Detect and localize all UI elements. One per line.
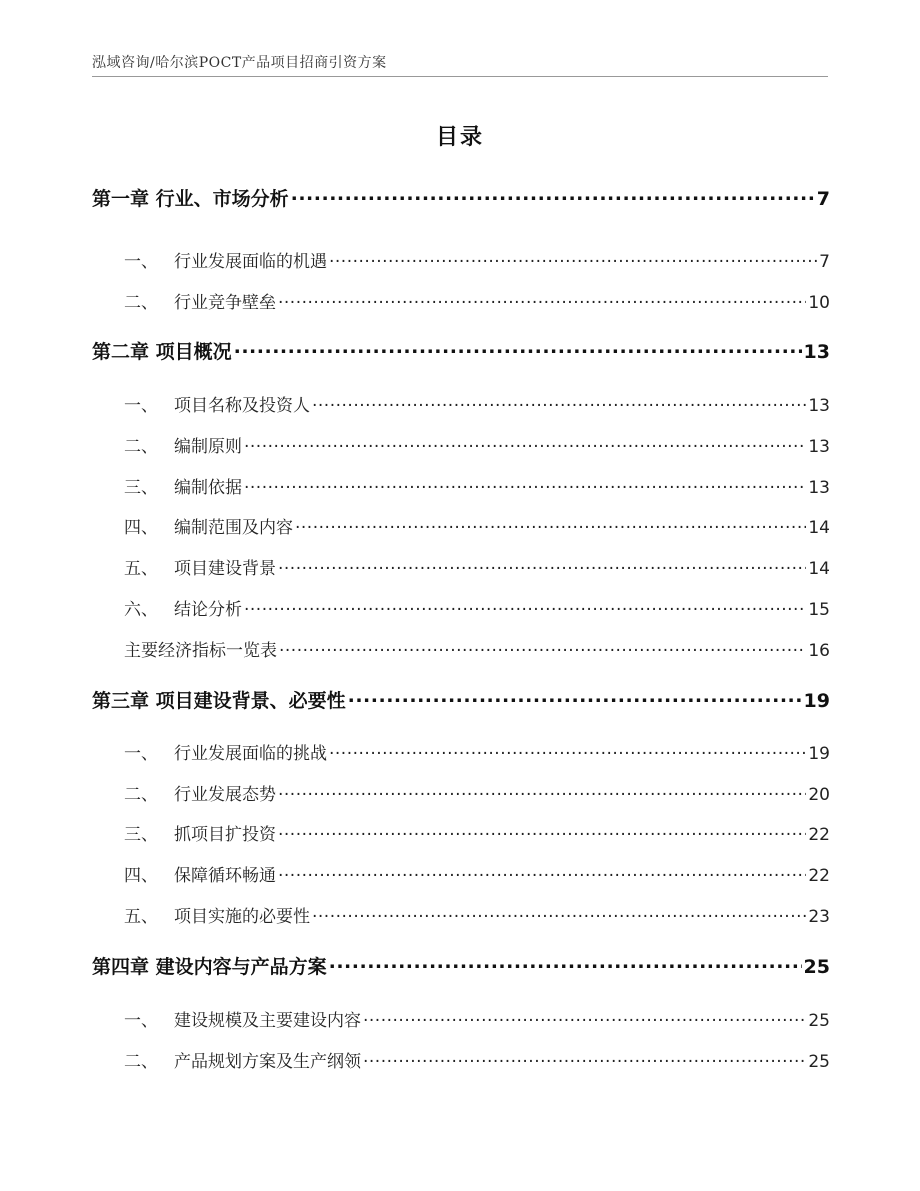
toc-entry-section[interactable]	[92, 247, 830, 272]
dot-leader	[278, 783, 806, 800]
toc-entry-section[interactable]	[92, 636, 830, 661]
toc-entry-section[interactable]	[92, 513, 830, 538]
entry-number: 二、	[124, 1052, 158, 1072]
entry-page-number: 25	[803, 956, 830, 978]
toc-entry-chapter[interactable]	[92, 952, 830, 979]
entry-label	[124, 820, 276, 845]
entry-number: 二、	[124, 437, 158, 457]
entry-page-number: 20	[808, 785, 830, 805]
entry-text: 项目建设背景	[174, 559, 276, 579]
dot-leader	[329, 954, 802, 973]
entry-text: 产品规划方案及生产纲领	[174, 1052, 361, 1072]
entry-number: 三、	[124, 478, 158, 498]
toc-entry-section[interactable]	[92, 1047, 830, 1072]
entry-label	[124, 432, 242, 457]
entry-text: 建设规模及主要建设内容	[174, 1011, 361, 1031]
dot-leader	[363, 1009, 806, 1026]
entry-page-number: 13	[808, 478, 830, 498]
dot-leader	[278, 823, 806, 840]
dot-leader	[291, 186, 815, 205]
dot-leader	[348, 688, 802, 707]
entry-number: 六、	[124, 600, 158, 620]
entry-number: 一、	[124, 744, 158, 764]
entry-label	[124, 902, 310, 927]
dot-leader	[312, 905, 806, 922]
entry-text: 主要经济指标一览表	[124, 641, 277, 661]
entry-label	[124, 1006, 361, 1031]
entry-text: 行业竞争壁垒	[174, 293, 276, 313]
dot-leader	[234, 339, 802, 358]
entry-number: 五、	[124, 907, 158, 927]
dot-leader	[278, 864, 806, 881]
entry-page-number: 13	[808, 437, 830, 457]
toc-title: 目录	[435, 125, 484, 150]
entry-page-number: 7	[816, 188, 830, 210]
entry-label	[124, 1047, 361, 1072]
toc-entry-section[interactable]	[92, 288, 830, 313]
entry-label: 第四章 建设内容与产品方案	[92, 956, 327, 978]
entry-number: 一、	[124, 1011, 158, 1031]
dot-leader	[312, 394, 806, 411]
entry-page-number: 23	[808, 907, 830, 927]
dot-leader	[244, 476, 806, 493]
entry-number: 三、	[124, 825, 158, 845]
dot-leader	[278, 557, 806, 574]
entry-page-number: 7	[819, 252, 830, 272]
dot-leader	[295, 516, 806, 533]
entry-label	[124, 595, 242, 620]
entry-number: 二、	[124, 293, 158, 313]
toc-entry-chapter[interactable]	[92, 686, 830, 713]
entry-label	[124, 739, 327, 764]
entry-page-number: 14	[808, 559, 830, 579]
header-divider	[92, 76, 828, 77]
entry-text: 编制依据	[174, 478, 242, 498]
entry-page-number: 15	[808, 600, 830, 620]
entry-text: 编制原则	[174, 437, 242, 457]
entry-text: 行业发展面临的机遇	[174, 252, 327, 272]
entry-page-number: 22	[808, 866, 830, 886]
entry-number: 四、	[124, 518, 158, 538]
toc-entry-section[interactable]	[92, 780, 830, 805]
toc-entry-section[interactable]	[92, 391, 830, 416]
entry-label: 第一章 行业、市场分析	[92, 188, 289, 210]
dot-leader	[278, 291, 806, 308]
entry-page-number: 14	[808, 518, 830, 538]
entry-page-number: 25	[808, 1052, 830, 1072]
toc-entry-section[interactable]	[92, 473, 830, 498]
entry-number: 五、	[124, 559, 158, 579]
entry-label	[124, 780, 276, 805]
entry-page-number: 13	[808, 396, 830, 416]
entry-page-number: 19	[803, 690, 830, 712]
entry-label	[124, 861, 276, 886]
entry-text: 保障循环畅通	[174, 866, 276, 886]
entry-page-number: 16	[808, 641, 830, 661]
entry-page-number: 25	[808, 1011, 830, 1031]
entry-label	[124, 473, 242, 498]
entry-text: 编制范围及内容	[174, 518, 293, 538]
entry-page-number: 22	[808, 825, 830, 845]
entry-text: 项目实施的必要性	[174, 907, 310, 927]
toc-entry-section[interactable]	[92, 861, 830, 886]
entry-label	[124, 288, 276, 313]
toc-entry-chapter[interactable]	[92, 337, 830, 364]
entry-label	[124, 513, 293, 538]
toc-entry-section[interactable]	[92, 739, 830, 764]
toc-entry-section[interactable]	[92, 1006, 830, 1031]
toc-entry-chapter[interactable]	[92, 184, 830, 211]
toc-entry-section[interactable]	[92, 902, 830, 927]
toc-entry-section[interactable]	[92, 554, 830, 579]
running-header: 泓域咨询/哈尔滨POCT产品项目招商引资方案	[92, 55, 387, 71]
entry-text: 结论分析	[174, 600, 242, 620]
dot-leader	[279, 639, 806, 656]
dot-leader	[244, 598, 806, 615]
entry-label: 第二章 项目概况	[92, 341, 232, 363]
entry-page-number: 19	[808, 744, 830, 764]
entry-number: 四、	[124, 866, 158, 886]
entry-label	[124, 554, 276, 579]
entry-number: 一、	[124, 396, 158, 416]
entry-text: 抓项目扩投资	[174, 825, 276, 845]
entry-page-number: 10	[808, 293, 830, 313]
toc-entry-section[interactable]	[92, 820, 830, 845]
entry-page-number: 13	[803, 341, 830, 363]
entry-label: 第三章 项目建设背景、必要性	[92, 690, 346, 712]
dot-leader	[329, 742, 806, 759]
entry-number: 二、	[124, 785, 158, 805]
dot-leader	[329, 250, 817, 267]
toc-entry-section[interactable]	[92, 432, 830, 457]
dot-leader	[244, 435, 806, 452]
entry-text: 项目名称及投资人	[174, 396, 310, 416]
toc-entry-section[interactable]	[92, 595, 830, 620]
dot-leader	[363, 1050, 806, 1067]
entry-number: 一、	[124, 252, 158, 272]
entry-label	[124, 636, 277, 661]
entry-label	[124, 247, 327, 272]
entry-text: 行业发展态势	[174, 785, 276, 805]
entry-label	[124, 391, 310, 416]
entry-text: 行业发展面临的挑战	[174, 744, 327, 764]
